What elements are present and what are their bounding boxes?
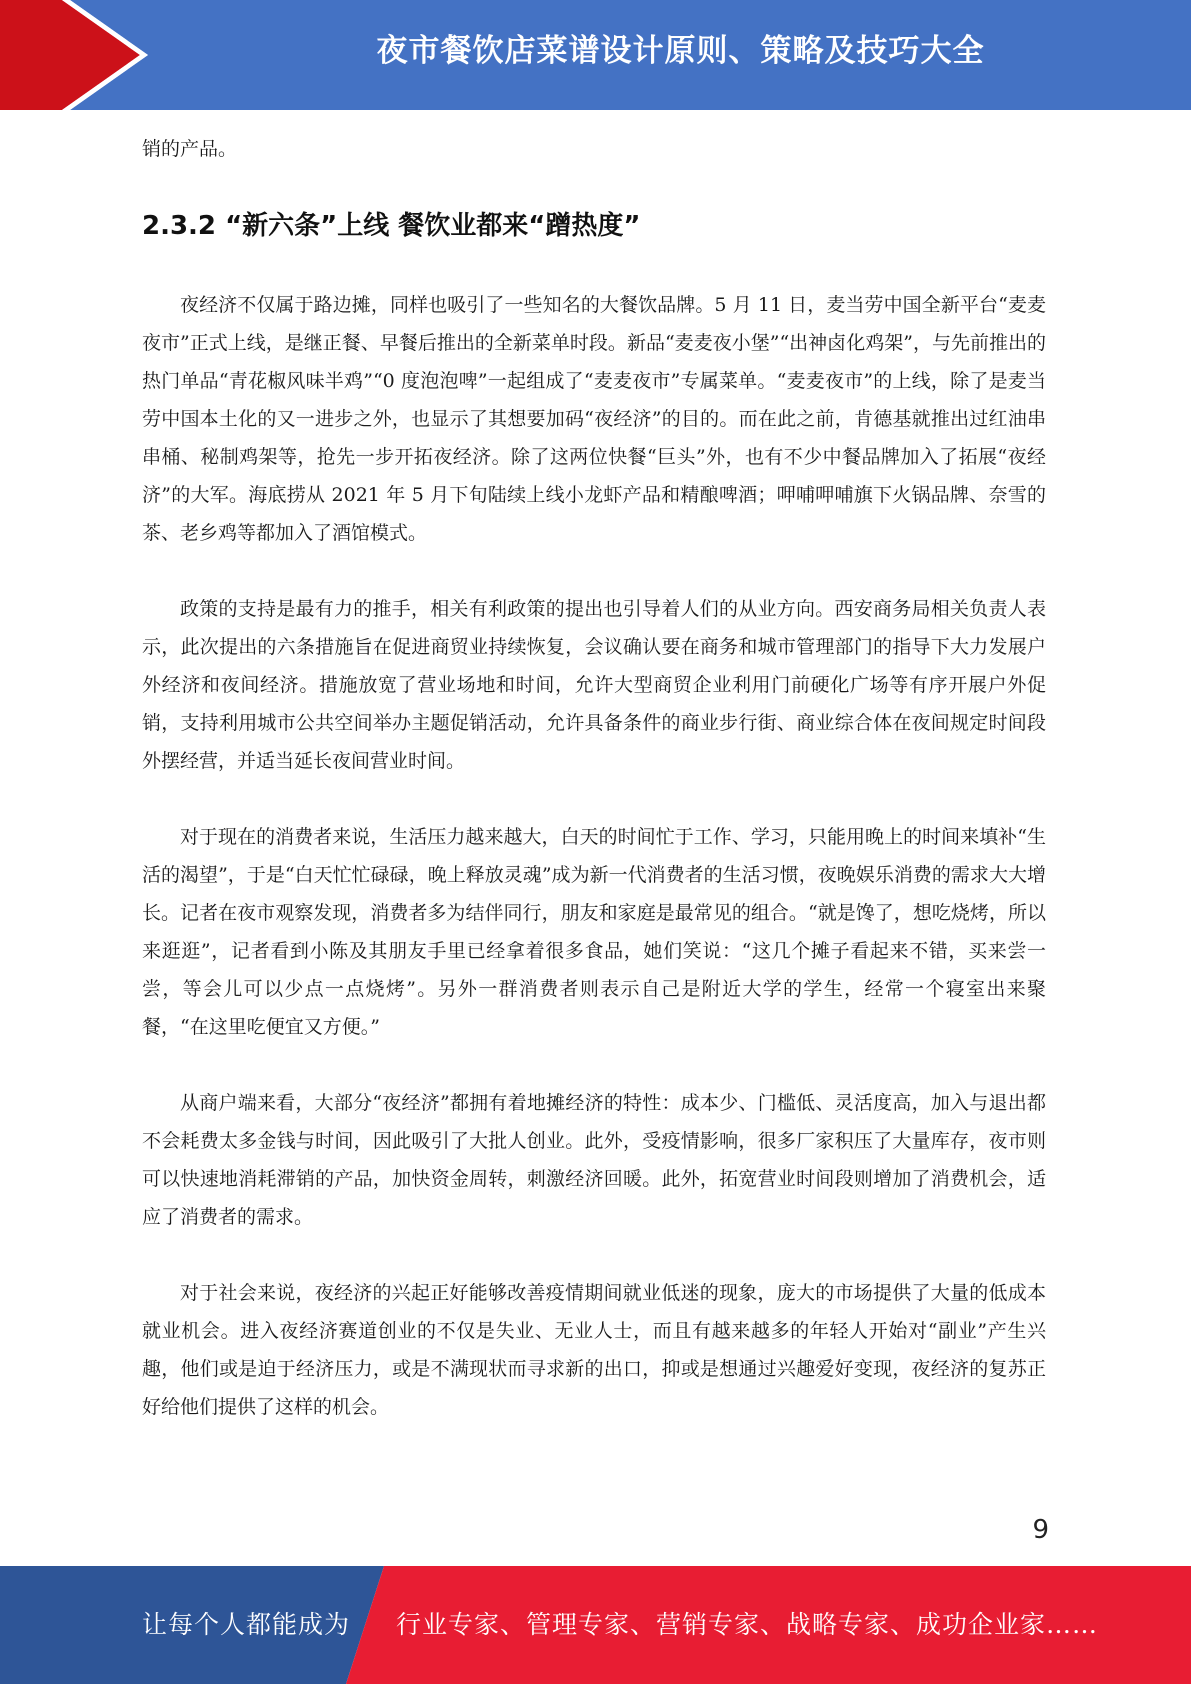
header-banner xyxy=(0,0,1191,110)
paragraph-3: 对于现在的消费者来说，生活压力越来越大，白天的时间忙于工作、学习，只能用晚上的时间来填补“生活的渴望”，于是“白天忙忙碌碌，晚上释放灵魂”成为新一代消费者的生活习惯，夜晚娱乐消费的需求大大增长。记者在夜市观察发现，消费者多为结伴同行，朋友和家庭是最常见的组合。“就是馋了，想吃烧烤，所以来逛逛”，记者看到小陈及其朋友手里已经拿着很多食品，她们笑说：“这几个摊子看起来不错，买来尝一尝，等会儿可以少点一点烧烤”。另外一群消费者则表示自己是附近大学的学生，经常一个寝室出来聚餐，“在这里吃便宜又方便。” xyxy=(142,826,1046,1038)
paragraph-2: 政策的支持是最有力的推手，相关有利政策的提出也引导着人们的从业方向。西安商务局相关负责人表示，此次提出的六条措施旨在促进商贸业持续恢复，会议确认要在商务和城市管理部门的指导下大力发展户外经济和夜间经济。措施放宽了营业场地和时间，允许大型商贸企业利用门前硬化广场等有序开展户外促销，支持利用城市公共空间举办主题促销活动，允许具备条件的商业步行街、商业综合体在夜间规定时间段外摆经营，并适当延长夜间营业时间。 xyxy=(142,598,1046,772)
footer-slogan-left: 让每个人都能成为 xyxy=(142,1610,351,1639)
paragraph-4: 从商户端来看，大部分“夜经济”都拥有着地摊经济的特性：成本少、门槛低、灵活度高，加入与退出都不会耗费太多金钱与时间，因此吸引了大批人创业。此外，受疫情影响，很多厂家积压了大量库存，夜市则可以快速地消耗滞销的产品，加快资金周转，刺激经济回暖。此外，拓宽营业时间段则增加了消费机会，适应了消费者的需求。 xyxy=(142,1092,1046,1228)
paragraph-5: 对于社会来说，夜经济的兴起正好能够改善疫情期间就业低迷的现象，庞大的市场提供了大量的低成本就业机会。进入夜经济赛道创业的不仅是失业、无业人士，而且有越来越多的年轻人开始对“副业”产生兴趣，他们或是迫于经济压力，或是不满现状而寻求新的出口，抑或是想通过兴趣爱好变现，夜经济的复苏正好给他们提供了这样的机会。 xyxy=(142,1282,1046,1418)
paragraph-1: 夜经济不仅属于路边摊，同样也吸引了一些知名的大餐饮品牌。5 月 11 日，麦当劳中国全新平台“麦麦夜市”正式上线，是继正餐、早餐后推出的全新菜单时段。新品“麦麦夜小堡”“出神卤化鸡架”，与先前推出的热门单品“青花椒风味半鸡”“0 度泡泡啤”一起组成了“麦麦夜市”专属菜单。“麦麦夜市”的上线，除了是麦当劳中国本土化的又一进步之外，也显示了其想要加码“夜经济”的目的。而在此之前，肯德基就推出过红油串串桶、秘制鸡架等，抢先一步开拓夜经济。除了这两位快餐“巨头”外，也有不少中餐品牌加入了拓展“夜经济”的大军。海底捞从 2021 年 5 月下旬陆续上线小龙虾产品和精酿啤酒；呷哺呷哺旗下火锅品牌、奈雪的茶、老乡鸡等都加入了酒馆模式。 xyxy=(142,294,1046,544)
section-heading: 2.3.2 “新六条”上线 餐饮业都来“蹭热度” xyxy=(142,211,641,241)
main-content xyxy=(142,130,1046,1464)
footer-banner xyxy=(0,1566,1191,1684)
carryover-text: 销的产品。 xyxy=(142,138,238,160)
footer-slogan-right: 行业专家、管理专家、营销专家、战略专家、成功企业家…… xyxy=(396,1610,1099,1639)
page-number: 9 xyxy=(1032,1515,1049,1545)
document-title: 夜市餐饮店菜谱设计原则、策略及技巧大全 xyxy=(376,33,985,69)
